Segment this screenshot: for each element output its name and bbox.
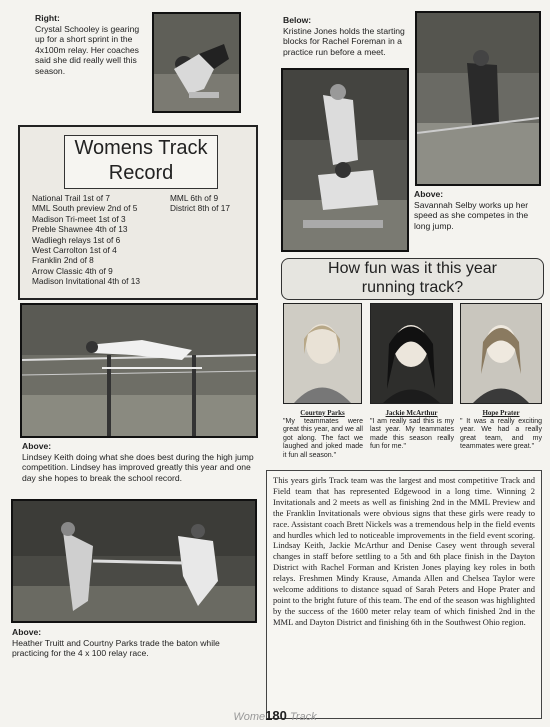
record-item: West Carrolton 1st of 4 (32, 245, 117, 256)
caption-heather-heading: Above: (12, 627, 42, 637)
photo-relay (11, 499, 257, 623)
record-title (64, 135, 218, 189)
record-item: Madison Tri-meet 1st of 3 (32, 213, 126, 224)
photo-sprint-start-image (154, 14, 239, 111)
portrait-courtny-image (284, 304, 361, 403)
record-item: Franklin 2nd of 8 (32, 255, 94, 266)
caption-crystal-text: Crystal Schooley is gearing up for a short sprint in the 4x100m relay. Her coaches said she did really well this season. (35, 23, 140, 76)
question-line1: How fun was it this year (328, 260, 497, 277)
record-title-line1: Womens Track (74, 137, 208, 159)
interview-quote-jackie: "I am really sad this is my last year. My teammates made this season really fun for me." (370, 418, 454, 451)
record-item: MML 6th of 9 (170, 193, 219, 203)
interview-quote-hope: " It was a really exciting year. We had a really great team, and my teammates were great." (460, 418, 542, 451)
record-list-right (170, 193, 230, 214)
caption-heather (12, 627, 258, 659)
caption-savannah-text: Savannah Selby works up her speed as she competes in the long jump. (414, 199, 529, 231)
footer-right: Track (289, 711, 317, 723)
question-box (281, 258, 544, 300)
interview-quote-courtny: "My teammates were great this year, and we all got along. The fact we laughed and joked made it fun all season." (283, 418, 363, 459)
record-list-left (32, 193, 140, 287)
photo-starting-blocks (281, 68, 409, 252)
interview-name-jackie: Jackie McArthur (385, 409, 438, 417)
caption-kristine-heading: Below: (283, 15, 312, 25)
page-number: 180 (265, 708, 287, 723)
photo-relay-image (13, 501, 255, 621)
caption-lindsey-text: Lindsey Keith doing what she does best during the high jump competition. Lindsey has improved greatly this year and one day she hopes to break the school record. (22, 451, 254, 483)
record-item: MML South preview 2nd of 5 (32, 203, 138, 214)
record-item: Wadliegh relays 1st of 6 (32, 234, 121, 245)
caption-lindsey (22, 441, 258, 483)
record-item: Arrow Classic 4th of 9 (32, 265, 113, 276)
caption-crystal (35, 13, 147, 76)
portrait-jackie-image (371, 304, 452, 403)
photo-high-jump-image (22, 305, 256, 436)
footer-left: Wome (233, 711, 266, 723)
interview-name-courtny: Courtny Parks (300, 409, 345, 417)
portrait-hope-image (461, 304, 541, 403)
portrait-jackie (370, 303, 453, 404)
portrait-courtny (283, 303, 362, 404)
record-item: National Trail 1st of 7 (32, 193, 110, 203)
caption-savannah-heading: Above: (414, 189, 444, 199)
photo-long-jump (415, 11, 541, 186)
record-box (18, 125, 258, 300)
season-story: This years girls Track team was the largest and most competitive Track and Field team that has represented Edgewood in a long time. Winning 2 Invitationals and 2 meets as well as finishing 2nd in the MML Preview and the Franklin Invitationals were obvious signs that these girls were ready to race. Assistant coach Brett Nickels was a tremendous help in the field events and hurdles which led to noticeable improvements in the field event scoring. Lindsay Keith, Jackie McArthur and Denise Casey went through several changes in staff before settling to a 5th and 6th place finish in the Dayton District with Rachel Forman and Kristen Jones playing key roles in both relays. Freshmen Mindy Krause, Amanda Allen and Chelsea Taylor were welcome additions to distance squad of Sarah Peters and Hope Prater and point to the bright future of this team. The end of the season was highlighted by the success of the 1600 meter relay team of which finished 2nd in the MML and Dayton District and finishing 6th in the Southwest Ohio region. (266, 470, 542, 719)
record-item: District 8th of 17 (170, 203, 230, 214)
interview-name-hope: Hope Prater (482, 409, 520, 417)
caption-kristine (283, 15, 409, 57)
caption-savannah (414, 189, 542, 231)
question-line2: running track? (361, 279, 464, 296)
portrait-hope (460, 303, 542, 404)
record-title-line2: Record (108, 162, 174, 184)
record-item: Preble Shawnee 4th of 13 (32, 224, 128, 235)
caption-kristine-text: Kristine Jones holds the starting blocks for Rachel Foreman in a practice run before a meet. (283, 25, 405, 57)
photo-sprint-start (152, 12, 241, 113)
caption-lindsey-heading: Above: (22, 441, 52, 451)
caption-crystal-heading: Right: (35, 13, 60, 23)
photo-high-jump (20, 303, 258, 438)
caption-heather-text: Heather Truitt and Courtny Parks trade the baton while practicing for the 4 x 100 relay race. (12, 637, 220, 658)
photo-starting-blocks-image (283, 70, 407, 250)
page-footer (0, 708, 550, 723)
photo-long-jump-image (417, 13, 539, 184)
record-item: Madison Invitational 4th of 13 (32, 276, 140, 287)
